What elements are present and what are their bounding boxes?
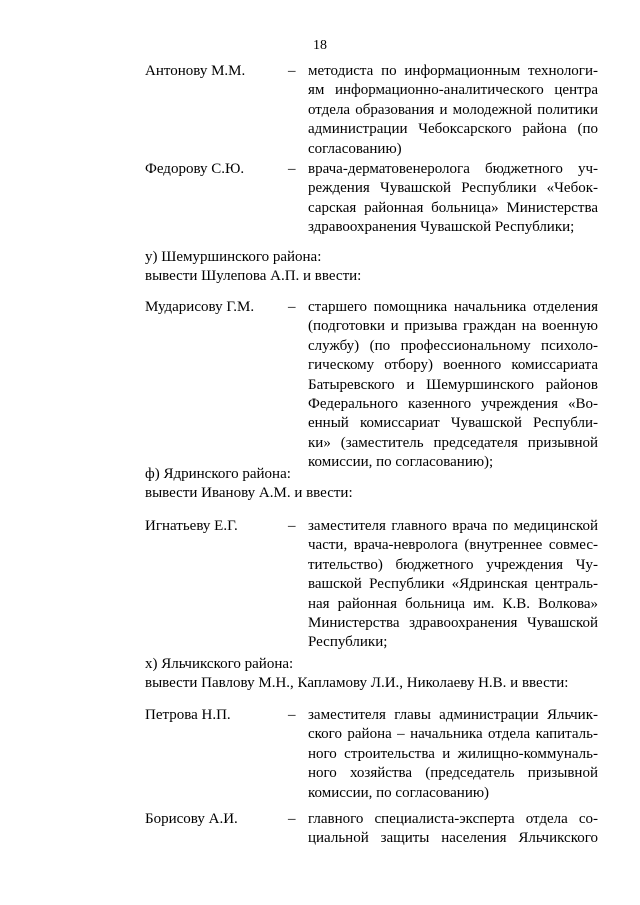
description-line: вашской Республики «Ядринская централь- [308, 576, 598, 593]
section-yalchiksky [145, 655, 605, 694]
description-line: циальной защиты населения Яльчикского [308, 830, 598, 847]
description-line: врача-дерматовенеролога бюджетного уч- [308, 161, 598, 177]
description-line: тительство) бюджетного учреждения Чу- [308, 556, 598, 573]
description-line: комиссии, по согласованию); [308, 454, 494, 471]
person-description [308, 62, 598, 159]
person-description [308, 517, 598, 653]
dash-separator: – [288, 299, 296, 315]
description-line: гическому отбору) военного комиссариата [308, 357, 598, 374]
description-line: реждения Чувашской Республики «Чебок- [308, 180, 598, 197]
section-instruction: вывести Павлову М.Н., Капламову Л.И., Николаеву Н.В. и ввести: [145, 675, 569, 692]
description-line: методиста по информационным технологи- [308, 63, 598, 79]
dash-separator: – [288, 707, 296, 723]
description-line: заместителя главы администрации Яльчик- [308, 707, 598, 723]
person-name: Петрова Н.П. [145, 707, 231, 723]
description-line: ная районная больница им. К.В. Волкова» [308, 595, 598, 612]
description-line: ного строительства и жилищно-коммуналь- [308, 745, 598, 762]
description-line: службу) (по профессиональному психоло- [308, 337, 598, 354]
description-line: ки» (заместитель председателя призывной [308, 434, 598, 451]
description-line: сарская районная больница» Министерства [308, 199, 598, 216]
dash-separator: – [288, 161, 296, 177]
description-line: отдела образования и молодежной политики [308, 101, 598, 118]
section-heading: ф) Ядринского района: [145, 466, 291, 482]
description-line: здравоохранения Чувашской Республики; [308, 219, 575, 236]
dash-separator: – [288, 518, 296, 534]
person-name: Борисову А.И. [145, 811, 238, 827]
description-line: комиссии, по согласованию) [308, 784, 490, 801]
description-line: ного хозяйства (председатель призывной [308, 765, 598, 782]
description-line: ям информационно-аналитического центра [308, 82, 598, 99]
description-line: енный комиссариат Чувашской Республи- [308, 415, 598, 432]
description-line: (подготовки и призыва граждан на военную [308, 318, 598, 335]
description-line: части, врача-невролога (внутреннее совмес- [308, 537, 598, 554]
person-name: Мударисову Г.М. [145, 299, 255, 315]
dash-separator: – [288, 63, 296, 79]
person-description [308, 706, 598, 803]
section-instruction: вывести Иванову А.М. и ввести: [145, 485, 353, 502]
description-line: Министерства здравоохранения Чувашской [308, 614, 598, 631]
description-line: главного специалиста-эксперта отдела со- [308, 811, 598, 827]
description-line: Батыревского и Шемуршинского районов [308, 376, 598, 393]
description-line: администрации Чебоксарского района (по [308, 121, 598, 138]
page-number: 18 [313, 38, 327, 53]
section-yadrinsky [145, 465, 605, 504]
section-heading: у) Шемуршинского района: [145, 249, 322, 265]
person-name: Антонову М.М. [145, 63, 246, 79]
dash-separator: – [288, 811, 296, 827]
section-instruction: вывести Шулепова А.П. и ввести: [145, 268, 362, 285]
description-line: согласованию) [308, 140, 402, 157]
description-line: ского района – начальника отдела капиталь- [308, 726, 598, 743]
description-line: Республики; [308, 634, 388, 651]
section-shemurshinsky [145, 248, 605, 287]
description-line: Федерального казенного учреждения «Во- [308, 395, 598, 412]
person-description [308, 160, 598, 238]
person-name: Федорову С.Ю. [145, 161, 245, 177]
description-line: заместителя главного врача по медицинской [308, 518, 598, 534]
person-description [308, 298, 598, 473]
person-description [308, 810, 598, 849]
section-heading: х) Яльчикского района: [145, 656, 294, 672]
description-line: старшего помощника начальника отделения [308, 299, 598, 315]
person-name: Игнатьеву Е.Г. [145, 518, 238, 534]
